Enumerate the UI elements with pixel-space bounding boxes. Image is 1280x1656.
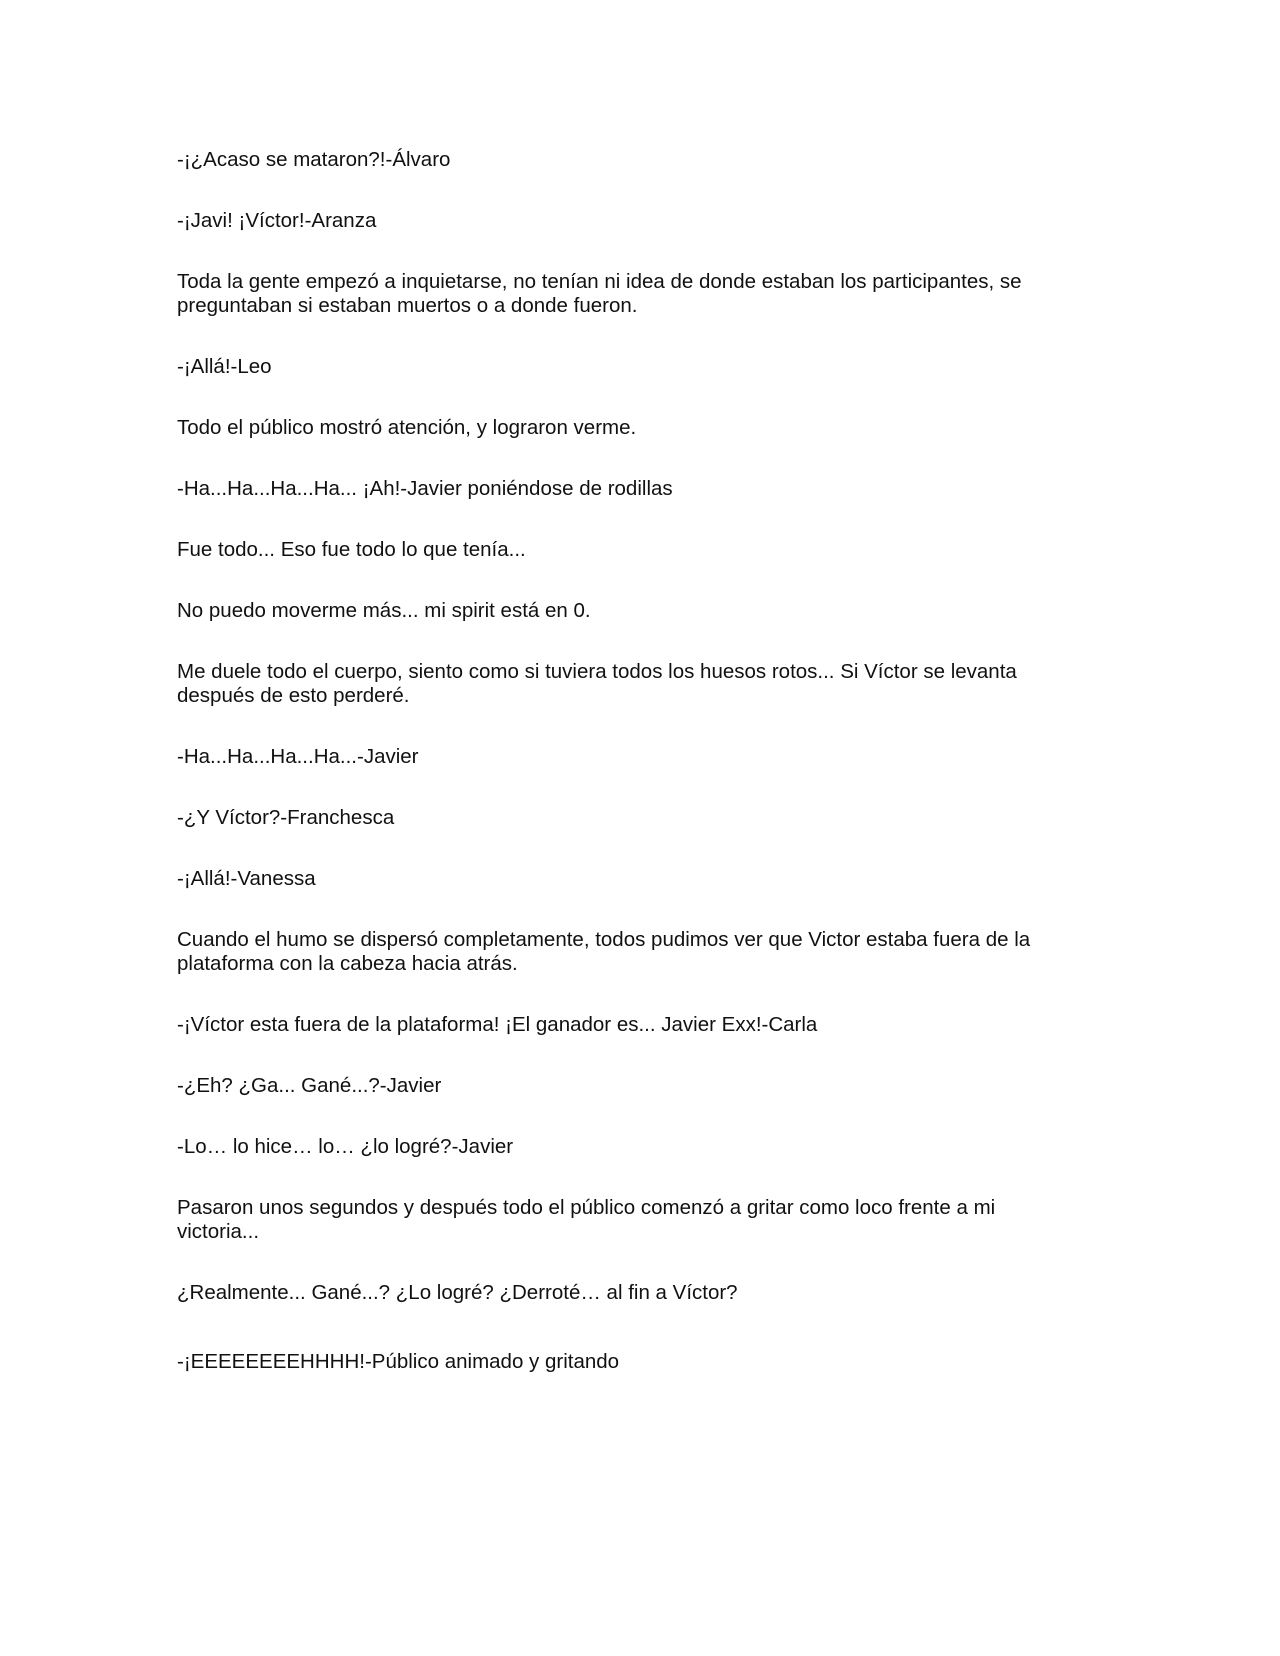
paragraph-5: Todo el público mostró atención, y lograron verme.: [177, 416, 637, 439]
paragraph-6: -Ha...Ha...Ha...Ha... ¡Ah!-Javier poniéndose de rodillas: [177, 477, 673, 500]
document-body: [177, 148, 1077, 1411]
paragraph-19: -¡EEEEEEEEHHHH!-Público animado y gritando: [177, 1350, 620, 1373]
paragraph-14: -¡Víctor esta fuera de la plataforma! ¡El ganador es... Javier Exx!-Carla: [177, 1013, 818, 1036]
paragraph-17: Pasaron unos segundos y después todo el público comenzó a gritar como loco frente a mi victoria...: [177, 1196, 996, 1243]
paragraph-16: -Lo… lo hice… lo… ¿lo logré?-Javier: [177, 1135, 514, 1158]
paragraph-11: -¿Y Víctor?-Franchesca: [177, 806, 395, 829]
paragraph-15: -¿Eh? ¿Ga... Gané...?-Javier: [177, 1074, 442, 1097]
paragraph-10: -Ha...Ha...Ha...Ha...-Javier: [177, 745, 419, 768]
paragraph-8: No puedo moverme más... mi spirit está en 0.: [177, 599, 591, 622]
paragraph-3: Toda la gente empezó a inquietarse, no tenían ni idea de donde estaban los participantes, se preguntaban si estaban muertos o a donde fueron.: [177, 270, 1022, 317]
paragraph-12: -¡Allá!-Vanessa: [177, 867, 316, 890]
paragraph-7: Fue todo... Eso fue todo lo que tenía...: [177, 538, 526, 561]
paragraph-2: -¡Javi! ¡Víctor!-Aranza: [177, 209, 377, 232]
paragraph-9: Me duele todo el cuerpo, siento como si tuviera todos los huesos rotos... Si Víctor se levanta después de esto perderé.: [177, 660, 1017, 707]
paragraph-13: Cuando el humo se dispersó completamente, todos pudimos ver que Victor estaba fuera de la plataforma con la cabeza hacia atrás.: [177, 928, 1031, 975]
paragraph-4: -¡Allá!-Leo: [177, 355, 272, 378]
paragraph-1: -¡¿Acaso se mataron?!-Álvaro: [177, 148, 451, 171]
paragraph-18: ¿Realmente... Gané...? ¿Lo logré? ¿Derroté… al fin a Víctor?: [177, 1281, 738, 1304]
